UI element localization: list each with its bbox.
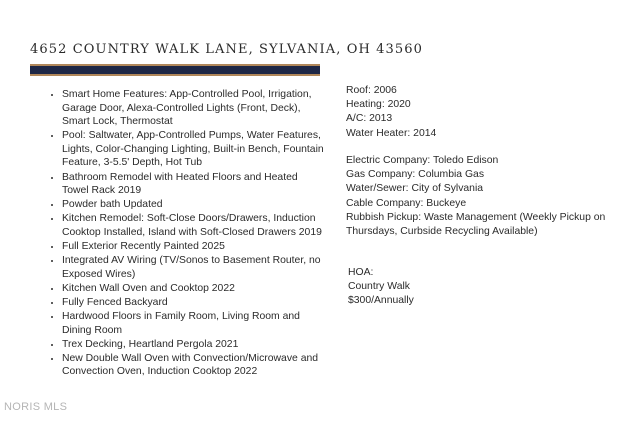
water-heater-year: Water Heater: 2014 [346,127,437,139]
hoa-name: Country Walk [348,281,410,293]
hoa-label: HOA: [348,267,374,278]
cable-company: Cable Company: Buckeye [346,197,467,209]
feature-item: • Fully Fenced Backyard [62,296,324,310]
feature-item: • New Double Wall Oven with Convection/Microwave and Convection Oven, Induction Cooktop 2022 [62,352,324,379]
feature-item: • Trex Decking, Heartland Pergola 2021 [62,338,324,352]
heating-year: Heating: 2020 [346,99,411,111]
mls-watermark: NORIS MLS [4,401,68,413]
feature-item: • Integrated AV Wiring (TV/Sonos to Basement Router, no Exposed Wires) [62,254,324,281]
page-title: 4652 COUNTRY WALK LANE, SYLVANIA, OH 43560 [30,42,423,57]
utilities-block [346,154,616,239]
title-divider-bottom [30,74,320,76]
ac-year: A/C: 2013 [346,113,393,125]
water-sewer: Water/Sewer: City of Sylvania [346,183,484,195]
feature-item: • Smart Home Features: App-Controlled Pool, Irrigation, Garage Door, Alexa-Controlled Lights (Front, Deck), Smart Lock, Thermostat [62,88,324,129]
hoa-block [348,266,414,309]
feature-item: • Pool: Saltwater, App-Controlled Pumps, Water Features, Lights, Color-Changing Lighting, Built-in Bench, Fountain Feature, 3-5.5' Depth, Hot Tub [62,129,324,170]
rubbish-pickup: Rubbish Pickup: Waste Management (Weekly Pickup on Thursdays, Curbside Recycling Available) [346,211,606,238]
feature-item: • Hardwood Floors in Family Room, Living Room and Dining Room [62,310,324,337]
feature-item: • Bathroom Remodel with Heated Floors and Heated Towel Rack 2019 [62,171,324,198]
feature-item: • Kitchen Remodel: Soft-Close Doors/Drawers, Induction Cooktop Installed, Island with Soft-Closed Drawers 2019 [62,212,324,239]
feature-item: • Kitchen Wall Oven and Cooktop 2022 [62,282,324,296]
roof-year: Roof: 2006 [346,85,397,96]
hoa-fee: $300/Annually [348,295,414,307]
gas-company: Gas Company: Columbia Gas [346,169,485,181]
electric-company: Electric Company: Toledo Edison [346,155,499,166]
feature-item: • Full Exterior Recently Painted 2025 [62,240,324,254]
feature-item: • Powder bath Updated [62,198,324,212]
systems-block [346,84,436,141]
features-list [48,88,324,379]
title-divider-band [30,66,320,74]
